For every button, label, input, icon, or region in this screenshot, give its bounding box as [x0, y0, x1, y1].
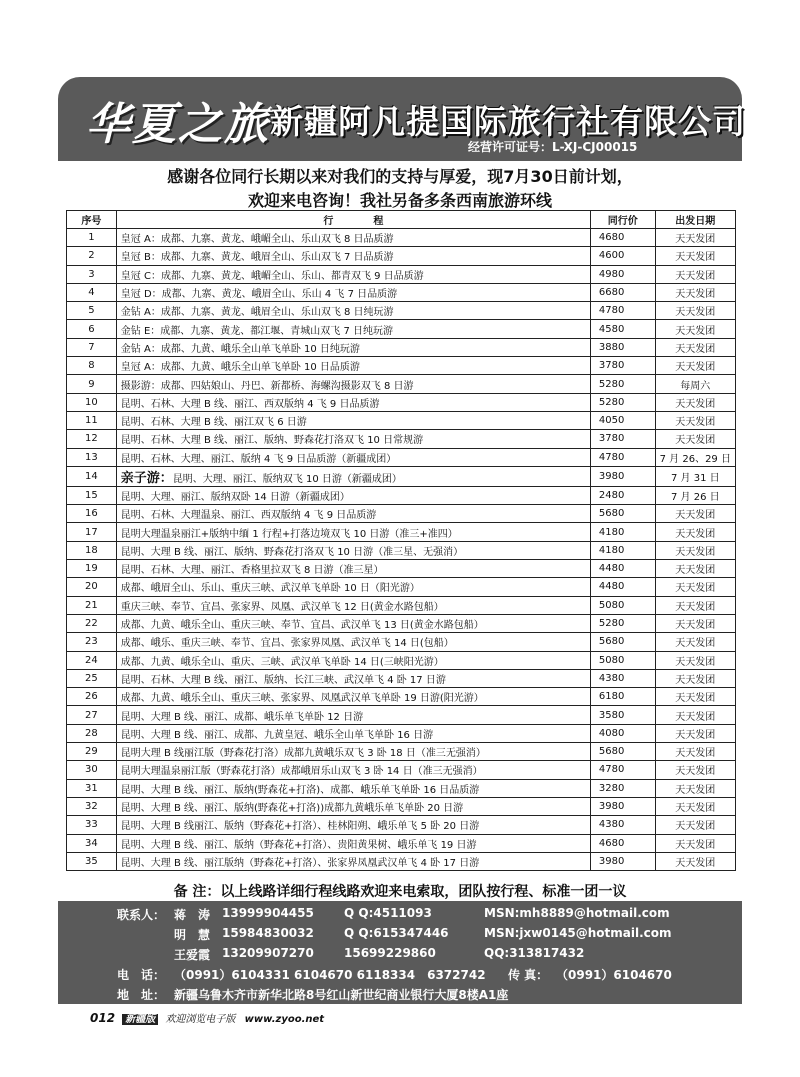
footer-url[interactable]: www.zyoo.net — [244, 1014, 325, 1025]
departure-date: 天天发团 — [655, 229, 735, 247]
price: 4780 — [590, 761, 655, 779]
table-row — [67, 614, 736, 632]
departure-date: 天天发团 — [655, 669, 735, 687]
route-description — [116, 688, 590, 706]
header-num: 序号 — [67, 211, 117, 229]
route-text: 昆明、石林、大理 B 线、丽江、版纳、野森花打洛双飞 10 日常规游 — [120, 435, 424, 447]
route-text: 昆明、石林、大理温泉、丽江、西双版纳 4 飞 9 日品质游 — [120, 510, 377, 522]
departure-date: 天天发团 — [655, 523, 735, 541]
row-number: 23 — [67, 633, 117, 651]
price: 4180 — [590, 523, 655, 541]
contact-name-2: 明 慧 — [174, 928, 211, 942]
route-text: 昆明、石林、大理 B 线、丽江双飞 6 日游 — [120, 417, 307, 429]
page-footer — [90, 1010, 324, 1025]
departure-date: 天天发团 — [655, 724, 735, 742]
route-text: 昆明、石林、大理 B 线、丽江、西双版纳 4 飞 9 日品质游 — [120, 398, 380, 410]
departure-date: 天天发团 — [655, 265, 735, 283]
route-description — [116, 448, 590, 466]
price: 5680 — [590, 505, 655, 523]
departure-date: 天天发团 — [655, 852, 735, 870]
row-number: 29 — [67, 743, 117, 761]
table-row — [67, 523, 736, 541]
route-description — [116, 486, 590, 504]
price: 3780 — [590, 430, 655, 448]
contact-msn-2: MSN:jxw0145@hotmail.com — [484, 926, 672, 940]
route-text: 成都、九黄、峨乐全山、重庆、三峡、武汉单飞单卧 14 日(三峡阳光游） — [120, 656, 444, 668]
header-route: 行 程 — [116, 211, 590, 229]
table-row — [67, 834, 736, 852]
route-description — [116, 578, 590, 596]
departure-date: 天天发团 — [655, 743, 735, 761]
contact-msn-1: MSN:mh8889@hotmail.com — [484, 906, 670, 920]
edition-badge: 新疆版 — [122, 1014, 158, 1025]
row-number: 20 — [67, 578, 117, 596]
row-number: 12 — [67, 430, 117, 448]
departure-date: 天天发团 — [655, 633, 735, 651]
route-description — [116, 375, 590, 393]
row-number: 13 — [67, 448, 117, 466]
telephone-label: 电 话： — [117, 968, 166, 982]
row-number: 11 — [67, 411, 117, 429]
row-number: 3 — [67, 265, 117, 283]
route-text: 摄影游：成都、四姑娘山、丹巴、新都桥、海螺沟摄影双飞 8 日游 — [120, 380, 414, 392]
address-text: 新疆乌鲁木齐市新华北路8号红山新世纪商业银行大厦8楼A1座 — [174, 988, 509, 1002]
departure-date: 天天发团 — [655, 247, 735, 265]
route-text: 昆明、石林、大理 B 线、丽江、版纳、长江三峡、武汉单飞 4 卧 17 日游 — [120, 674, 446, 686]
route-text: 昆明大理 B 线丽江版（野森花打洛）成都九黄峨乐双飞 3 卧 18 日（准三无强消） — [120, 748, 486, 760]
price: 4680 — [590, 229, 655, 247]
price: 3980 — [590, 466, 655, 486]
departure-date: 7 月 26 日 — [655, 486, 735, 504]
price: 4380 — [590, 669, 655, 687]
price: 3880 — [590, 338, 655, 356]
route-text: 昆明、大理 B 线、丽江版纳（野森花+打洛）、张家界凤凰武汉单飞 4 卧 17 日游 — [120, 857, 480, 869]
departure-date: 天天发团 — [655, 505, 735, 523]
route-description — [116, 393, 590, 411]
price: 5680 — [590, 633, 655, 651]
route-description — [116, 834, 590, 852]
departure-date: 7 月 31 日 — [655, 466, 735, 486]
row-number: 2 — [67, 247, 117, 265]
route-text: 皇冠 D：成都、九寨、黄龙、峨眉全山、乐山 4 飞 7 日品质游 — [120, 289, 398, 301]
table-row — [67, 743, 736, 761]
route-description — [116, 596, 590, 614]
departure-date: 天天发团 — [655, 596, 735, 614]
departure-date: 天天发团 — [655, 411, 735, 429]
route-highlight: 亲子游： — [120, 470, 173, 486]
price: 4780 — [590, 448, 655, 466]
departure-date: 每周六 — [655, 375, 735, 393]
contact-phone-2: 15984830032 — [222, 926, 314, 940]
route-description — [116, 797, 590, 815]
route-text: 昆明大理温泉丽江+版纳中缅 1 行程+打落边境双飞 10 日游（准三+准四） — [120, 528, 458, 540]
table-row — [67, 816, 736, 834]
route-table — [66, 210, 736, 871]
row-number: 18 — [67, 541, 117, 559]
departure-date: 天天发团 — [655, 393, 735, 411]
route-text: 成都、峨眉全山、乐山、重庆三峡、武汉单飞单卧 10 日（阳光游） — [120, 583, 420, 595]
route-description — [116, 743, 590, 761]
table-row — [67, 302, 736, 320]
brand-logo-text: 华夏之旅 — [86, 99, 270, 150]
table-row — [67, 560, 736, 578]
tagline-line-1: 感谢各位同行长期以来对我们的支持与厚爱，现7月30日前计划， — [167, 167, 633, 186]
price: 4580 — [590, 320, 655, 338]
row-number: 7 — [67, 338, 117, 356]
price: 4180 — [590, 541, 655, 559]
table-row — [67, 430, 736, 448]
departure-date: 天天发团 — [655, 430, 735, 448]
route-text: 昆明、石林、大理、丽江、版纳 4 飞 9 日品质游（新疆成团） — [120, 453, 397, 465]
row-number: 35 — [67, 852, 117, 870]
route-table-body — [67, 229, 736, 871]
row-number: 10 — [67, 393, 117, 411]
company-name: 新疆阿凡提国际旅行社有限公司 — [270, 102, 746, 141]
departure-date: 天天发团 — [655, 357, 735, 375]
row-number: 34 — [67, 834, 117, 852]
table-header-row — [67, 211, 736, 229]
price: 4050 — [590, 411, 655, 429]
route-description — [116, 651, 590, 669]
route-text: 昆明大理温泉丽江版（野森花打洛）成都峨眉乐山双飞 3 卧 14 日（准三无强消） — [120, 766, 483, 778]
table-row — [67, 596, 736, 614]
contact-phone-3: 13209907270 — [222, 946, 314, 960]
row-number: 25 — [67, 669, 117, 687]
table-row — [67, 797, 736, 815]
table-row — [67, 338, 736, 356]
row-number: 30 — [67, 761, 117, 779]
route-description — [116, 283, 590, 301]
route-text: 皇冠 C：成都、九寨、黄龙、峨嵋全山、乐山、都青双飞 9 日品质游 — [120, 270, 424, 282]
route-description — [116, 357, 590, 375]
route-description — [116, 338, 590, 356]
departure-date: 天天发团 — [655, 816, 735, 834]
tagline-line-2: 欢迎来电咨询！我社另备多条西南旅游环线 — [247, 191, 552, 210]
route-text: 成都、九黄、峨乐全山、重庆三峡、奉节、宜昌、武汉单飞 13 日(黄金水路包船） — [120, 620, 484, 632]
row-number: 33 — [67, 816, 117, 834]
route-description — [116, 265, 590, 283]
departure-date: 天天发团 — [655, 706, 735, 724]
price: 4780 — [590, 302, 655, 320]
price: 3780 — [590, 357, 655, 375]
departure-date: 天天发团 — [655, 338, 735, 356]
route-description — [116, 320, 590, 338]
table-row — [67, 265, 736, 283]
route-text: 昆明、大理 B 线、丽江、版纳、野森花打洛双飞 10 日游（准三星、无强消） — [120, 546, 464, 558]
route-text: 金钻 A：成都、九寨、黄龙、峨眉全山、乐山双飞 8 日纯玩游 — [120, 307, 394, 319]
price: 4680 — [590, 834, 655, 852]
price: 5680 — [590, 743, 655, 761]
price: 3980 — [590, 852, 655, 870]
table-row — [67, 578, 736, 596]
table-row — [67, 486, 736, 504]
route-description — [116, 779, 590, 797]
contact-qq-1: Q Q:4511093 — [344, 906, 432, 920]
header-price: 同行价 — [590, 211, 655, 229]
table-row — [67, 688, 736, 706]
route-text: 昆明、大理、丽江、版纳双飞 10 日游（新疆成团） — [172, 473, 402, 485]
route-description — [116, 852, 590, 870]
row-number: 5 — [67, 302, 117, 320]
row-number: 22 — [67, 614, 117, 632]
table-row — [67, 852, 736, 870]
price: 3980 — [590, 797, 655, 815]
table-row — [67, 505, 736, 523]
row-number: 31 — [67, 779, 117, 797]
row-number: 16 — [67, 505, 117, 523]
route-text: 成都、峨乐、重庆三峡、奉节、宜昌、张家界凤凰、武汉单飞 14 日(包船） — [120, 638, 454, 650]
price: 2480 — [590, 486, 655, 504]
row-number: 1 — [67, 229, 117, 247]
route-description — [116, 706, 590, 724]
table-row — [67, 466, 736, 486]
departure-date: 天天发团 — [655, 688, 735, 706]
price: 4600 — [590, 247, 655, 265]
fax-label: 传 真： — [508, 968, 549, 982]
table-row — [67, 633, 736, 651]
price: 3280 — [590, 779, 655, 797]
price: 4080 — [590, 724, 655, 742]
row-number: 19 — [67, 560, 117, 578]
departure-date: 天天发团 — [655, 797, 735, 815]
price: 5080 — [590, 596, 655, 614]
departure-date: 天天发团 — [655, 302, 735, 320]
row-number: 4 — [67, 283, 117, 301]
row-number: 28 — [67, 724, 117, 742]
contact-phone-1: 13999904455 — [222, 906, 314, 920]
row-number: 32 — [67, 797, 117, 815]
contact-name-3: 王爱霞 — [174, 948, 211, 962]
row-number: 8 — [67, 357, 117, 375]
route-description — [116, 560, 590, 578]
footer-slogan: 欢迎浏览电子版 — [165, 1014, 236, 1025]
price: 5280 — [590, 614, 655, 632]
table-row — [67, 393, 736, 411]
table-row — [67, 706, 736, 724]
route-text: 金钻 A：成都、九黄、峨乐全山单飞单卧 10 日纯玩游 — [120, 343, 360, 355]
row-number: 27 — [67, 706, 117, 724]
price: 4480 — [590, 560, 655, 578]
contact-label: 联系人： — [117, 908, 166, 922]
table-row — [67, 761, 736, 779]
row-number: 24 — [67, 651, 117, 669]
departure-date: 天天发团 — [655, 541, 735, 559]
route-text: 昆明、大理 B 线、丽江、版纳（野森花+打洛）、贵阳黄果树、峨乐单飞 19 日游 — [120, 839, 477, 851]
departure-date: 天天发团 — [655, 320, 735, 338]
route-text: 皇冠 A：成都、九黄、峨乐全山单飞单卧 10 日品质游 — [120, 362, 360, 374]
row-number: 6 — [67, 320, 117, 338]
departure-date: 天天发团 — [655, 614, 735, 632]
departure-date: 7 月 26、29 日 — [655, 448, 735, 466]
route-description — [116, 302, 590, 320]
row-number: 9 — [67, 375, 117, 393]
route-description — [116, 430, 590, 448]
table-row — [67, 247, 736, 265]
table-row — [67, 541, 736, 559]
row-number: 14 — [67, 466, 117, 486]
table-row — [67, 357, 736, 375]
route-description — [116, 724, 590, 742]
departure-date: 天天发团 — [655, 578, 735, 596]
row-number: 15 — [67, 486, 117, 504]
route-description — [116, 761, 590, 779]
row-number: 21 — [67, 596, 117, 614]
departure-date: 天天发团 — [655, 283, 735, 301]
route-text: 昆明、石林、大理、丽江、香格里拉双飞 8 日游（准三星） — [120, 565, 384, 577]
remark-note: 备 注：以上线路详细行程线路欢迎来电索取，团队按行程、标准一团一议 — [173, 884, 627, 900]
route-text: 皇冠 B：成都、九寨、黄龙、峨眉全山、乐山双飞 7 日品质游 — [120, 252, 394, 264]
table-row — [67, 448, 736, 466]
table-row — [67, 320, 736, 338]
route-text: 昆明、大理 B 线、丽江、版纳(野森花+打洛)、成都、峨乐单飞单卧 16 日品质游 — [120, 784, 480, 796]
route-text: 重庆三峡、奉节、宜昌、张家界、凤凰、武汉单飞 12 日(黄金水路包船） — [120, 601, 444, 613]
price: 4480 — [590, 578, 655, 596]
route-description — [116, 411, 590, 429]
table-row — [67, 229, 736, 247]
table-row — [67, 283, 736, 301]
route-description — [116, 247, 590, 265]
contact-name-1: 蒋 涛 — [174, 908, 211, 922]
table-row — [67, 724, 736, 742]
page-number: 012 — [90, 1011, 116, 1025]
telephone-numbers: （0991）6104331 6104670 6118334 6372742 — [174, 968, 486, 982]
row-number: 17 — [67, 523, 117, 541]
price: 3580 — [590, 706, 655, 724]
price: 4980 — [590, 265, 655, 283]
price: 6680 — [590, 283, 655, 301]
route-text: 成都、九黄、峨乐全山、重庆三峡、张家界、凤凰武汉单飞单卧 19 日游(阳光游） — [120, 693, 484, 705]
route-description — [116, 505, 590, 523]
route-text: 昆明、大理 B 线、丽江、成都、九黄皇冠、峨乐全山单飞单卧 16 日游 — [120, 729, 434, 741]
contact-qq-3: 15699229860 — [344, 946, 436, 960]
table-row — [67, 669, 736, 687]
route-text: 金钻 E：成都、九寨、黄龙、都江堰、青城山双飞 7 日纯玩游 — [120, 325, 394, 337]
route-text: 昆明、大理 B 线、丽江、成都、峨乐单飞单卧 12 日游 — [120, 711, 364, 723]
departure-date: 天天发团 — [655, 651, 735, 669]
fax-number: （0991）6104670 — [556, 968, 672, 982]
departure-date: 天天发团 — [655, 761, 735, 779]
table-row — [67, 651, 736, 669]
price: 4380 — [590, 816, 655, 834]
departure-date: 天天发团 — [655, 834, 735, 852]
route-text: 皇冠 A：成都、九寨、黄龙、峨嵋全山、乐山双飞 8 日品质游 — [120, 234, 394, 246]
row-number: 26 — [67, 688, 117, 706]
price: 5280 — [590, 375, 655, 393]
table-row — [67, 411, 736, 429]
price: 6180 — [590, 688, 655, 706]
route-text: 昆明、大理、丽江、版纳双卧 14 日游（新疆成团） — [120, 492, 350, 503]
license-number: 经营许可证号：L-XJ-CJ00015 — [468, 140, 638, 154]
departure-date: 天天发团 — [655, 779, 735, 797]
contact-msn-3: QQ:313817432 — [484, 946, 585, 960]
route-description — [116, 633, 590, 651]
route-description — [116, 614, 590, 632]
route-description — [116, 466, 590, 486]
header-departure: 出发日期 — [655, 211, 735, 229]
price: 5280 — [590, 393, 655, 411]
route-description — [116, 523, 590, 541]
table-row — [67, 779, 736, 797]
route-description — [116, 541, 590, 559]
route-description — [116, 816, 590, 834]
contact-qq-2: Q Q:615347446 — [344, 926, 449, 940]
route-description — [116, 669, 590, 687]
departure-date: 天天发团 — [655, 560, 735, 578]
route-text: 昆明、大理 B 线丽江、版纳（野森花+打洛）、桂林阳朔、峨乐单飞 5 卧 20 日游 — [120, 821, 480, 833]
price: 5080 — [590, 651, 655, 669]
route-description — [116, 229, 590, 247]
route-text: 昆明、大理 B 线、丽江、版纳(野森花+打洛))成都九黄峨乐单飞单卧 20 日游 — [120, 803, 464, 815]
address-label: 地 址： — [117, 988, 166, 1002]
table-row — [67, 375, 736, 393]
